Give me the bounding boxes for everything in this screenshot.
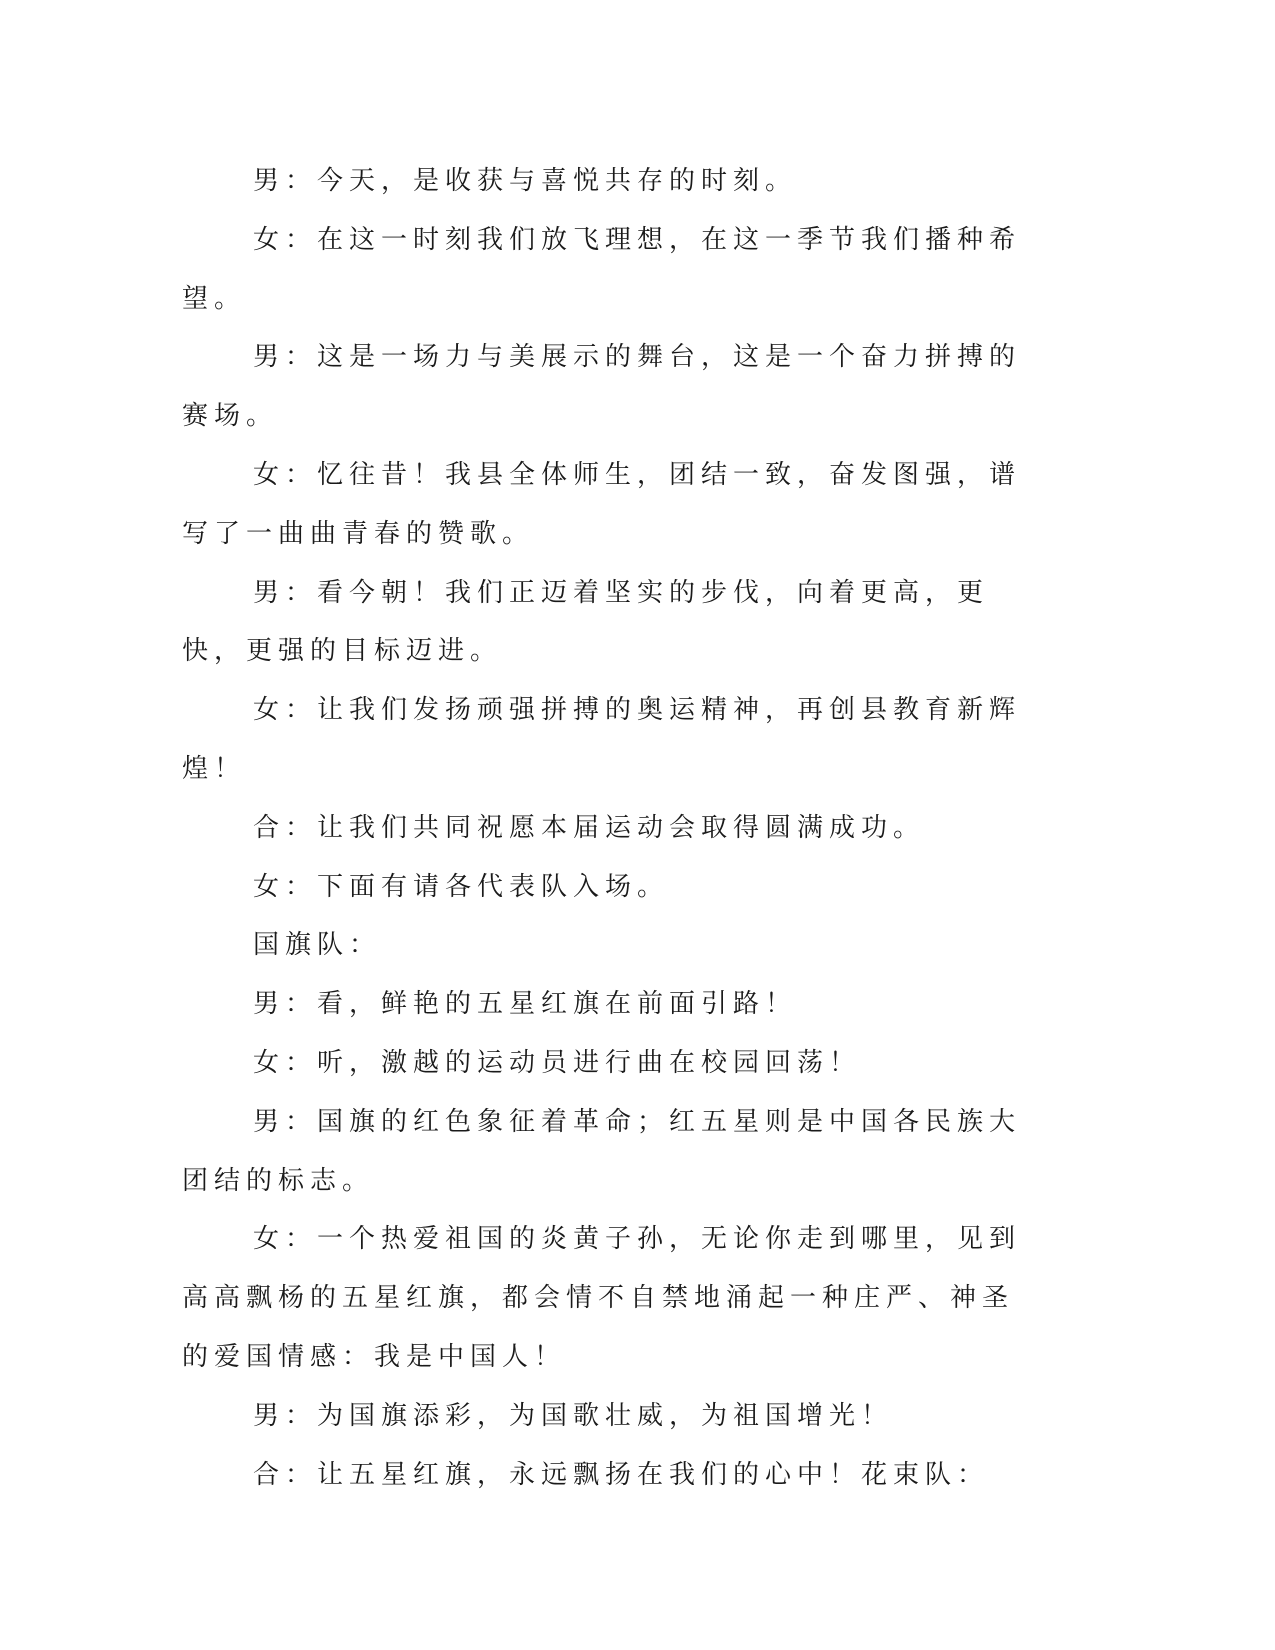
paragraph: 女：在这一时刻我们放飞理想，在这一季节我们播种希望。 (182, 224, 1022, 314)
paragraph: 男：国旗的红色象征着革命；红五星则是中国各民族大团结的标志。 (182, 1106, 1022, 1196)
paragraph: 男：今天，是收获与喜悦共存的时刻。 (253, 166, 798, 196)
paragraph: 男：看今朝！我们正迈着坚实的步伐，向着更高，更快，更强的目标迈进。 (182, 577, 990, 667)
paragraph: 男：这是一场力与美展示的舞台，这是一个奋力拼搏的赛场。 (182, 342, 1022, 432)
section-heading: 国旗队： (253, 930, 382, 961)
paragraph: 合：让我们共同祝愿本届运动会取得圆满成功。 (253, 812, 926, 843)
paragraph: 合：让五星红旗，永远飘扬在我们的心中！花束队： (253, 1459, 990, 1490)
document-body (182, 152, 1027, 1504)
paragraph: 女：下面有请各代表队入场。 (253, 871, 670, 902)
paragraph: 女：一个热爱祖国的炎黄子孙，无论你走到哪里，见到高高飘杨的五星红旗，都会情不自禁地涌起一种庄严、神圣的爱国情感：我是中国人！ (182, 1224, 1022, 1372)
paragraph: 女：忆往昔！我县全体师生，团结一致，奋发图强，谱写了一曲曲青春的赞歌。 (182, 459, 1022, 549)
paragraph: 男：为国旗添彩，为国歌壮威，为祖国增光！ (253, 1400, 894, 1431)
paragraph: 女：让我们发扬顽强拼搏的奥运精神，再创县教育新辉煌！ (182, 695, 1022, 784)
paragraph: 男：看，鲜艳的五星红旗在前面引路！ (253, 989, 798, 1020)
paragraph: 女：听，激越的运动员进行曲在校园回荡！ (253, 1047, 862, 1078)
